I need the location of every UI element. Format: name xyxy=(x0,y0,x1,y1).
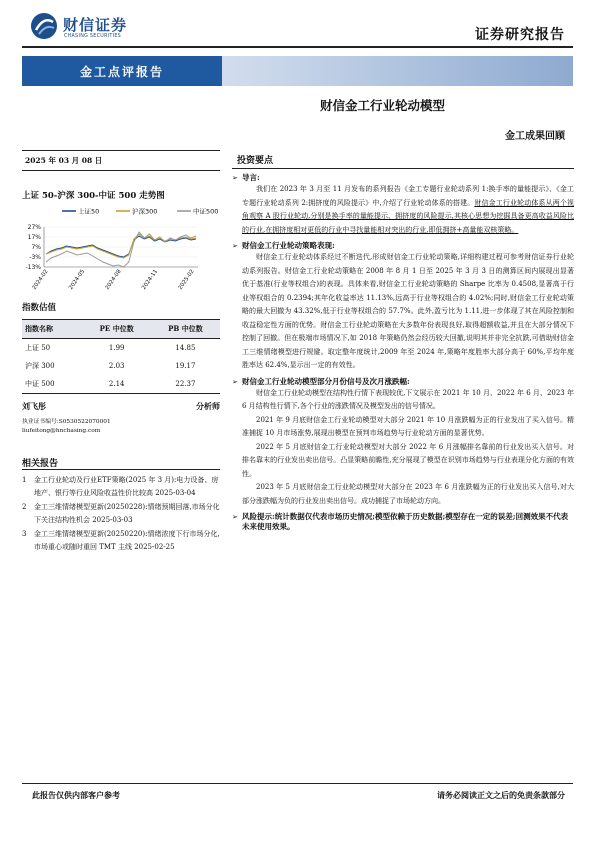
point-signals xyxy=(232,377,574,387)
arrow-bullet-icon: ➢ xyxy=(232,513,238,521)
related-report-number: 1 xyxy=(22,476,27,484)
divider xyxy=(22,469,220,470)
arrow-bullet-icon: ➢ xyxy=(232,174,238,182)
report-type-label: 证券研究报告 xyxy=(475,27,565,43)
footer-left-note: 此报告仅供内部客户参考 xyxy=(32,790,120,800)
header-index-name: 指数名称 xyxy=(22,320,83,339)
cell-pb: 14.85 xyxy=(175,344,196,352)
investment-highlights-title: 投资要点 xyxy=(232,150,574,169)
divider xyxy=(22,170,220,171)
y-tick-label: 27% xyxy=(27,224,41,231)
paragraph-text: 财信金工行业轮动模型在结构性行情下表现较优,下文展示在 2021 年 10 月、2022 年 6 月、2023 年 6 月结构性行情下,各个行业的涨跌情况及模型发出的信号情况。 xyxy=(242,388,574,410)
author-role: 分析师 xyxy=(196,401,220,411)
x-tick-label: 2025-02 xyxy=(177,268,196,291)
paragraph xyxy=(232,251,574,373)
y-tick-label: 17% xyxy=(27,234,41,241)
paragraph-text: 财信金工行业轮动体系经过不断迭代,形成财信金工行业轮动策略,详细构建过程可参考财信证券行业轮动系列报告。财信金工行业轮动策略在 2008 年 8 月 1 日至 2025 年 3 月 3 日的测算区间内展现出显著优于基准(行业等权组合)的表现。具体来看,财信金工行业轮动策略的 Sharpe 比率为 0.4508,显著高于行业等权组合的 0.2394;其年化收益率达 11.13%,远高于行业等权组合的 4.02%;同时,财信金工行业轮动策略的最大回撤为 43.32%,低于行业等权组合的 57.7%。此外,盈亏比为 1.11,进一步体现了其在风险控制和收益稳定性方面的优势。财信金工行业轮动策略在大多数年份表现良好,取得超额收益,并且在大部分情况下控制了回撤。但在极端市场情况下,如 2018 年策略仍然会经历较大回撤,说明其并非完全抗跌,可借助财信金工三维情绪模型进行规避。取定整年度统计,2009 年至 2024 年,策略年度胜率大部分高于 60%,平均年度胜率达 62.4%,显示出一定的有效性。 xyxy=(242,253,574,369)
table-row xyxy=(22,357,220,375)
related-report-item[interactable] xyxy=(22,528,220,553)
related-report-item[interactable] xyxy=(22,474,220,499)
x-tick-label: 2024-08 xyxy=(104,268,123,291)
cell-pe: 1.99 xyxy=(108,344,125,352)
cell-pe: 2.03 xyxy=(108,362,125,370)
index-valuation-title: 指数估值 xyxy=(22,303,57,313)
cell-pb: 19.17 xyxy=(175,362,196,370)
paragraph-text: 2022 年 5 月底财信金工行业轮动模型对大部分 2022 年 6 月涨幅排名靠前的行业发出买入信号。对排名靠末的行业发出卖出信号。凸显策略前瞻性,充分展现了模型在识别市场趋势与行业表现分化方面的有效性。 xyxy=(242,442,574,478)
paragraph xyxy=(232,414,574,441)
paragraph xyxy=(232,481,574,508)
x-tick-label: 2024-11 xyxy=(141,268,160,291)
table-row xyxy=(22,375,220,394)
y-tick-label: -3% xyxy=(29,254,41,261)
report-date: 2025 年 03 月 08 日 xyxy=(25,156,103,165)
related-reports-list xyxy=(22,474,220,553)
point-title: 导言: xyxy=(242,173,260,182)
paragraph-text: 2023 年 5 月底财信金工行业轮动模型对大部分在 2023 年 6 月涨跌幅为正的行业发出买入信号,对大部分涨跌幅为负的行业发出卖出信号。成功捕捉了市场轮动方向。 xyxy=(242,483,574,505)
header-rule xyxy=(22,46,573,48)
point-title: 财信金工行业轮动模型部分月份信号及次月涨跌幅: xyxy=(242,376,410,386)
index-trend-chart xyxy=(22,203,220,293)
paragraph-text: 2021 年 9 月底财信金工行业轮动模型对大部分 2021 年 10 月涨跌幅为正的行业发出了买入信号。精准捕捉 10 月市场涨势,展现出模型在预判市场趋势与行业轮动方面的显著优势。 xyxy=(242,415,574,437)
chart-title: 上证 50-沪深 300-中证 500 走势图 xyxy=(22,191,165,201)
cell-name: 上证 50 xyxy=(25,344,51,352)
author-email[interactable]: liufeitong@hnchasing.com xyxy=(22,428,101,434)
point-intro xyxy=(232,173,574,183)
legend-label: 中证500 xyxy=(193,207,219,216)
trend-chart-svg xyxy=(22,203,220,293)
author-meta xyxy=(22,418,220,436)
point-title: 风险提示:统计数据仅代表市场历史情况;模型依赖于历史数据;模型存在一定的误差;回测效果不代表未来使用效果。 xyxy=(242,512,569,531)
x-tick-label: 2024-02 xyxy=(31,268,50,291)
logo-mark-icon xyxy=(30,12,58,40)
footer-rule xyxy=(22,783,573,784)
logo-english: CHASING SECURITIES xyxy=(64,34,122,39)
footer-right-note: 请务必阅读正文之后的免责条款部分 xyxy=(437,790,565,800)
paragraph xyxy=(232,183,574,237)
legend-label: 上证50 xyxy=(78,207,100,216)
cell-pb: 22.37 xyxy=(151,375,220,394)
paragraph xyxy=(232,441,574,482)
paragraph-underlined-text: 财信金工行业轮动体系从两个视角观察 A 股行业轮动,分别是换手率的量能提示、拥挤度的风险提示,其核心思想为挖掘具备更高收益风险比的行业,在拥挤度相对更低的行业中寻找量能相对突出的行业,即低拥挤+高量能双核策略。 xyxy=(242,198,575,234)
related-report-number: 3 xyxy=(22,530,27,538)
related-report-text: 金工三维情绪模型更新(20250228):情绪预期回落,市场分化下关注结构性机会 2025-03-03 xyxy=(34,503,220,524)
legend-label: 沪深300 xyxy=(132,207,158,216)
related-report-text: 金工行业轮动及行业ETF策略(2025 年 3 月):电力设备、房地产、银行等行业风险收益性价比较高 2025-03-04 xyxy=(34,476,219,497)
left-sidebar xyxy=(22,150,220,553)
arrow-bullet-icon: ➢ xyxy=(232,377,238,386)
header-pe: PE 中位数 xyxy=(83,320,151,339)
company-logo xyxy=(30,10,150,44)
related-report-text: 金工三维情绪模型更新(20250220):情绪浓度下行市场分化,市场重心或随时重回 TMT 主线 2025-02-25 xyxy=(34,530,220,551)
cell-pe: 2.14 xyxy=(83,375,151,394)
related-reports-title: 相关报告 xyxy=(22,459,59,469)
document-subtitle: 金工成果回顾 xyxy=(505,131,565,142)
logo-chinese: 财信证券 xyxy=(63,16,128,34)
document-title: 财信金工行业轮动模型 xyxy=(320,98,446,113)
category-band xyxy=(22,56,573,86)
category-tab: 金工点评报告 xyxy=(22,56,222,86)
related-report-number: 2 xyxy=(22,503,27,511)
header-pb: PB 中位数 xyxy=(151,320,220,339)
cell-name: 中证 500 xyxy=(22,375,83,394)
author-row xyxy=(22,401,220,412)
cell-name: 沪深 300 xyxy=(25,362,55,370)
y-tick-label: 7% xyxy=(31,244,41,251)
table-row xyxy=(22,339,220,358)
point-performance xyxy=(232,241,574,251)
arrow-bullet-icon: ➢ xyxy=(232,242,238,250)
author-cert: 执业证书编号:S0530522070001 xyxy=(22,419,111,425)
paragraph xyxy=(232,387,574,414)
point-title: 财信金工行业轮动策略表现: xyxy=(242,241,335,250)
y-tick-label: -13% xyxy=(25,264,41,271)
paragraph-text: 我们在 2023 年 3 月至 11 月发布的系列报告《金工专题行业轮动系列 1:换手率的量能提示》、《金工专题行业轮动系列 2:拥挤度的风险提示》中,介绍了行业轮动体系的搭建。 xyxy=(242,185,574,207)
related-report-item[interactable] xyxy=(22,501,220,526)
investment-highlights xyxy=(232,150,574,532)
index-valuation-table xyxy=(22,319,220,394)
point-risk xyxy=(232,512,574,532)
x-tick-label: 2024-05 xyxy=(68,268,87,291)
author-name: 刘飞彤 xyxy=(22,401,46,411)
table-header-row xyxy=(22,320,220,339)
